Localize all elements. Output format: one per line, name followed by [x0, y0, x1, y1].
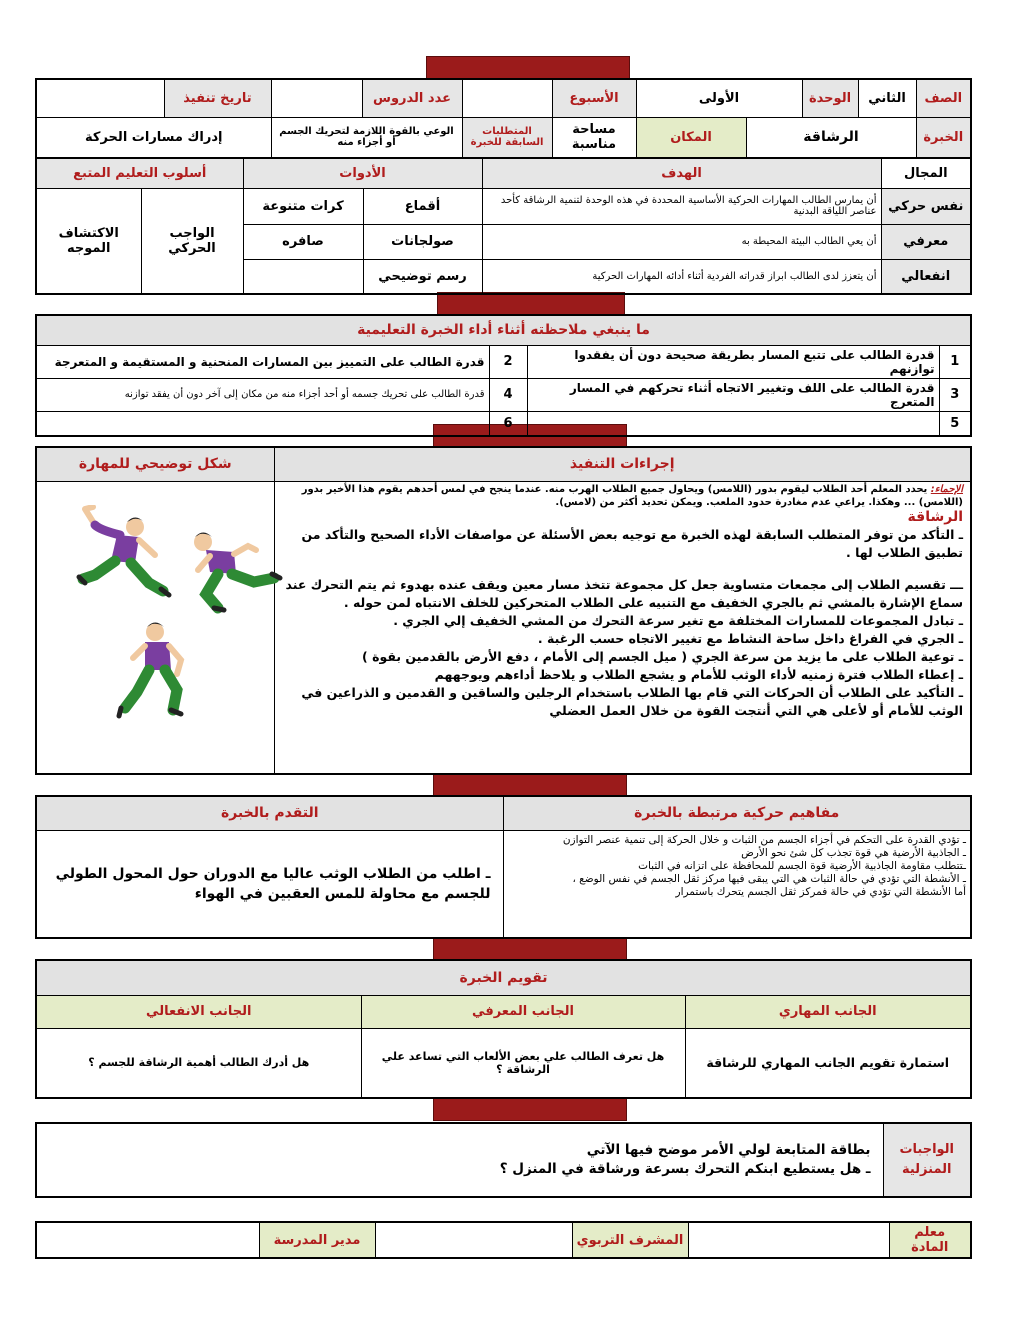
- principal-signature: [36, 1222, 259, 1258]
- method-header: أسلوب التعليم المتبع: [36, 158, 243, 188]
- method-motor-task: الواجب الحركي: [141, 188, 243, 294]
- concept-1: ـ تؤدي القدرة على التحكم في أجزاء الجسم من الثبات و خلال الحركة إلى تنمية عنصر التوازن: [562, 833, 966, 846]
- method-guided-discovery: الاكتشاف الموجه: [36, 188, 141, 294]
- concepts-title: مفاهيم حركية مرتبطة بالخبرة: [503, 796, 971, 830]
- principal-label: مدير المدرسة: [259, 1222, 375, 1258]
- execution-title: إجراءات التنفيذ: [274, 447, 971, 481]
- prereq-2: إدراك مسارات الحركة: [36, 117, 271, 158]
- concept-5: أما الأنشطة التي تؤدي في حالة فمركز ثقل الجسم يتحرك باستمرار: [675, 885, 966, 898]
- prereq-1: الوعي بالقوة اللازمة لتحريك الجسم أو أجزاء منه: [271, 117, 462, 158]
- homework-line-1: بطاقة المتابعة لولي الأمر موضح فيها الآتي: [586, 1142, 871, 1158]
- prereq-label: المتطلبات السابقة للخبرة: [462, 117, 552, 158]
- step-3: ـ تبادل المجموعات للمسارات المختلفة مع تغير سرعة التحرك من المشي الخفيف إلي الجري .: [393, 613, 963, 628]
- goal-psychomotor: أن يمارس الطالب المهارات الحركية الأساسية المحددة في هذه الوحدة لتنمية الرشاقة كأحد عناصر اللياقة البدنية: [482, 188, 881, 224]
- date-label: تاريخ تنفيذ: [164, 79, 271, 117]
- running-boy-figure-1: [178, 528, 288, 618]
- teacher-signature: [688, 1222, 889, 1258]
- skill-aspect-text: استمارة تقويم الجانب المهاري للرشاقة: [685, 1028, 971, 1098]
- concepts-cell: [503, 830, 971, 938]
- place-label: المكان: [636, 117, 746, 158]
- tool-batons: صولجانات: [363, 224, 482, 259]
- notes-title: ما ينبغي ملاحظته أثناء أداء الخبرة التعليمية: [36, 315, 971, 345]
- lessons-label: عدد الدروس: [362, 79, 462, 117]
- week-value: [462, 79, 552, 117]
- tool-diagram: رسم توضيحي: [363, 259, 482, 294]
- warmup-paragraph: [281, 483, 963, 509]
- grade-label: الصف: [916, 79, 971, 117]
- step-6: ـ إعطاء الطلاب فترة زمنيه لأداء الوثب للأمام و يشجع الطلاب و يلاحظ أداءهم ويوجههم: [434, 667, 963, 682]
- tool-whistle: صافره: [243, 224, 363, 259]
- affective-aspect-text: هل أدرك الطالب أهمية الرشاقة للجسم ؟: [36, 1028, 361, 1098]
- jumping-boy-figure: [75, 505, 185, 610]
- decor-bar-5: [433, 937, 627, 961]
- progress-title: التقدم بالخبرة: [36, 796, 503, 830]
- tools-header: الأدوات: [243, 158, 482, 188]
- homework-table: [35, 1122, 972, 1198]
- domain-cognitive: معرفي: [881, 224, 971, 259]
- teacher-label: معلم المادة: [889, 1222, 971, 1258]
- note-text-2: قدرة الطالب على التمييز بين المسارات المنحنية و المستقيمة و المتعرجة: [36, 345, 489, 378]
- goal-cognitive: أن يعي الطالب البيئة المحيطة به: [482, 224, 881, 259]
- note-text-3: قدرة الطالب على اللف وتغيير الاتجاه أثناء تحركهم في المسار المتعرج: [527, 378, 939, 411]
- supervisor-signature: [375, 1222, 572, 1258]
- note-num-3: 3: [939, 378, 971, 411]
- tool-balls: كرات متنوعة: [243, 188, 363, 224]
- step-4: ـ الجري في الفراغ داخل ساحة النشاط مع تغيير الاتجاه حسب الرغبة .: [537, 631, 963, 646]
- goal-header: الهدف: [482, 158, 881, 188]
- agility-subtitle: الرشاقة: [907, 509, 963, 525]
- note-text-6: [36, 411, 489, 436]
- unit-value: الأولى: [636, 79, 802, 117]
- week-label: الأسبوع: [552, 79, 636, 117]
- execution-content: [275, 481, 969, 771]
- signatures-table: [35, 1221, 972, 1259]
- note-text-5: [527, 411, 939, 436]
- grade-value: الثاني: [858, 79, 916, 117]
- step-7: ـ التأكيد على الطلاب أن الحركات التي قام بها الطلاب باستخدام الرجلين والساقين و القدمين و الذراعين في الوثب للأمام أو لأعلى هي التي أنتجت القوة من خلال العمل العضلي: [301, 685, 963, 718]
- homework-cell: [36, 1123, 883, 1197]
- supervisor-label: المشرف التربوي: [572, 1222, 688, 1258]
- experience-value: الرشاقة: [746, 117, 916, 158]
- decor-bar-6: [433, 1097, 627, 1121]
- top-decor-bar: [426, 56, 630, 80]
- cognitive-aspect-text: هل تعرف الطالب علي بعض الألعاب التي تساعد علي الرشاقة ؟: [361, 1028, 685, 1098]
- note-text-4: قدرة الطالب على تحريك جسمه أو أحد أجزاء منه من مكان إلى آخر دون أن يفقد توازنه: [36, 378, 489, 411]
- tool-cones: أقماع: [363, 188, 482, 224]
- warmup-text: يحدد المعلم أحد الطلاب ليقوم بدور (اللامس) ويحاول جميع الطلاب الهرب منه. عندما ينجح في لمس أحدهم يقوم هذا الأخير بدور (اللامس) ... وهكذا. يراعي عدم مغادرة حدود الملعب. ويمكن تحديد أكثر من (لامس).: [301, 484, 963, 508]
- note-num-5: 5: [939, 411, 971, 436]
- experience-label: الخبرة: [916, 117, 971, 158]
- homework-label: الواجبات المنزلية: [883, 1123, 971, 1197]
- goal-affective: أن يتعزز لدى الطالب ابراز قدراته الفردية أثناء أدائه المهارات الحركية: [482, 259, 881, 294]
- concept-4: ـ الأنشطة التي تؤدي في حالة الثبات هي التي يبقى فيها مركز ثقل الجسم في نفس الوضع ،: [572, 872, 966, 885]
- cognitive-aspect-label: الجانب المعرفي: [361, 995, 685, 1028]
- decor-bar-4: [433, 773, 627, 797]
- warmup-label: الإحماء:: [930, 484, 963, 495]
- note-text-1: قدرة الطالب على تتبع المسار بطريقة صحيحة دون أن يفقدوا توازنهم: [527, 345, 939, 378]
- notes-table: [35, 314, 972, 437]
- domain-header: المجال: [881, 158, 971, 188]
- domain-affective: انفعالي: [881, 259, 971, 294]
- concept-3: ـتتطلب مقاومة الجاذبية الأرضية قوة الجسم للمحافظة على اتزانه في الثبات: [638, 859, 966, 872]
- header-table: [35, 78, 972, 159]
- tool-empty: [243, 259, 363, 294]
- step-1: ـ التأكد من توفر المتطلب السابقة لهذه الخبرة مع توجيه بعض الأسئلة عن مواصفات الأداء الصحيح والتأكد من تطبيق الطلاب لها .: [301, 527, 963, 560]
- domain-psychomotor: نفس حركي: [881, 188, 971, 224]
- step-5: ـ توعية الطلاب على ما يزيد من سرعة الجري ( ميل الجسم إلى الأمام ، دفع الأرض بالقدمين بقوة ): [362, 649, 963, 664]
- step-2: ـــ تقسيم الطلاب إلى مجمعات متساوية جعل كل مجموعة تتخذ مسار معين ويقف عنده بهدوء ثم يتم التحرك عند سماع الإشارة بالمشي ثم بالجري الخفيف مع التنبيه على الطلاب المتحركين للخلف الانتباه لمن حوله .: [285, 577, 963, 610]
- place-value: مساحة مناسبة: [552, 117, 636, 158]
- note-num-1: 1: [939, 345, 971, 378]
- evaluation-table: [35, 959, 972, 1099]
- unit-label: الوحدة: [802, 79, 858, 117]
- progress-text: ـ اطلب من الطلاب الوثب عاليا مع الدوران حول المحول الطولي للجسم مع محاولة للمس العقبين في الهواء: [36, 830, 503, 938]
- affective-aspect-label: الجانب الانفعالي: [36, 995, 361, 1028]
- skill-aspect-label: الجانب المهاري: [685, 995, 971, 1028]
- figure-title: شكل توضيحي للمهارة: [36, 447, 274, 481]
- evaluation-title: تقويم الخبرة: [36, 960, 971, 995]
- concepts-table: [35, 795, 972, 939]
- note-num-6: 6: [489, 411, 527, 436]
- note-num-4: 4: [489, 378, 527, 411]
- decor-bar-2: [437, 292, 625, 316]
- homework-line-2: ـ هل يستطيع ابنكم التحرك بسرعة ورشاقة في المنزل ؟: [499, 1161, 871, 1177]
- objectives-table: [35, 157, 972, 295]
- concept-2: ـ الجاذبية الأرضية هي قوة تجذب كل شئ نحو الأرض: [741, 846, 966, 859]
- date-value: [36, 79, 164, 117]
- running-boy-figure-2: [115, 618, 205, 723]
- lessons-value: [271, 79, 362, 117]
- note-num-2: 2: [489, 345, 527, 378]
